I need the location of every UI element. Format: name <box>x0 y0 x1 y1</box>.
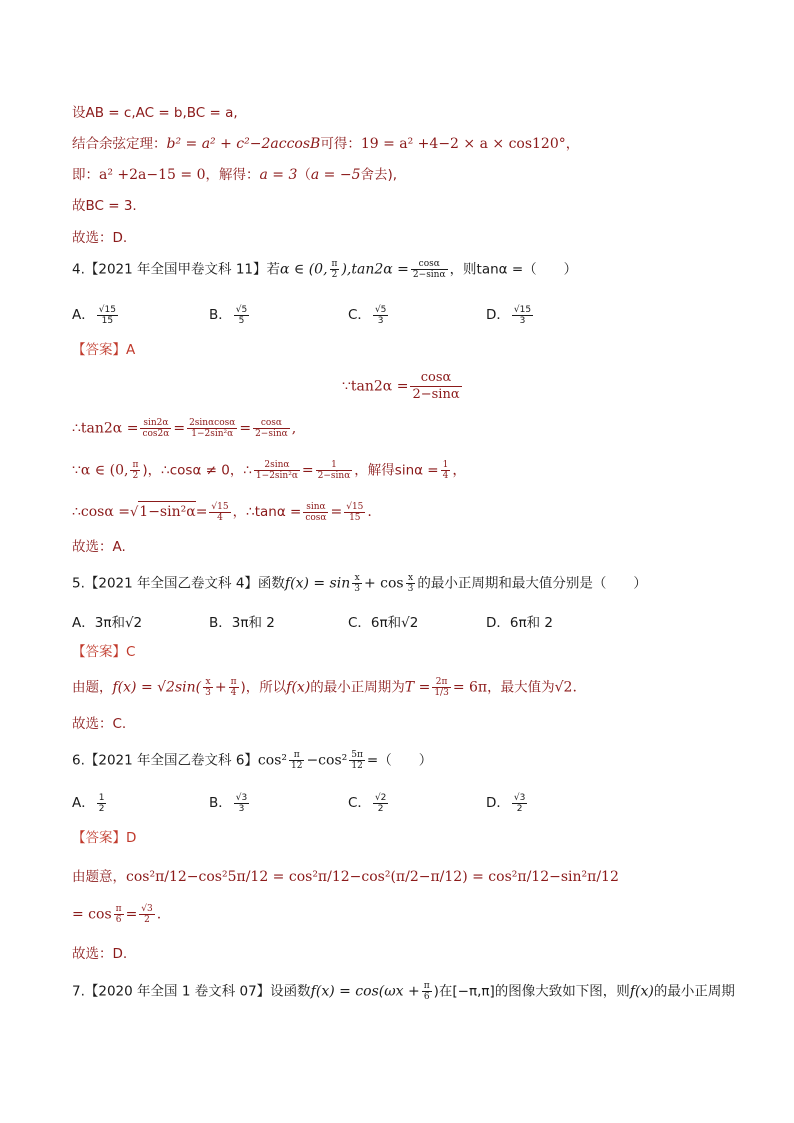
formula: α ∈ (0, <box>280 261 328 278</box>
question-4-stem <box>72 259 577 280</box>
punctuation: . <box>367 504 372 520</box>
question-5-stem <box>72 573 647 594</box>
prev-solution-choice: 故选：D. <box>72 230 128 246</box>
formula: √2. <box>554 679 577 696</box>
q4-answer <box>72 340 135 360</box>
numerator: √5 <box>374 304 387 315</box>
denominator: 15 <box>349 512 361 523</box>
text: 的最小正周期为 <box>310 679 405 696</box>
q5-answer <box>72 642 135 662</box>
q4-solution-given <box>342 370 464 403</box>
denominator: cosα <box>305 512 327 523</box>
numerator: √3 <box>235 792 248 803</box>
fraction <box>254 460 300 481</box>
denominator: 4 <box>442 471 449 481</box>
option-label: D． <box>486 795 510 811</box>
equals: = <box>239 420 252 437</box>
fraction <box>352 573 362 594</box>
fraction <box>512 305 533 326</box>
q6-solution-step-1 <box>72 867 619 887</box>
numerator: 1 <box>442 460 449 470</box>
text: )，∴cosα ≠ 0，∴ <box>142 462 252 479</box>
answer-tag: 【答案】 <box>72 644 126 660</box>
numerator: cosα <box>253 418 290 429</box>
formula: a = 3 <box>259 167 298 183</box>
numerator: 2π <box>432 677 450 688</box>
q6-option-c[interactable] <box>348 791 390 814</box>
denominator: 3 <box>377 315 384 326</box>
numerator: 2sinα <box>254 460 300 471</box>
numerator: 5π <box>351 750 363 760</box>
text: 即： <box>72 167 99 183</box>
formula: cos² <box>257 752 287 769</box>
text: ，∴tanα = <box>232 504 302 520</box>
q4-solution-step-1 <box>72 418 296 439</box>
fraction <box>410 370 461 403</box>
formula: b² = a² + c²−2accosB <box>166 136 321 152</box>
prev-solution-line-3 <box>72 165 397 185</box>
numerator: x <box>406 573 416 584</box>
option-label: D． <box>486 307 510 323</box>
text: 舍去), <box>360 167 398 183</box>
fraction <box>373 793 388 814</box>
q6-answer <box>72 828 136 848</box>
denominator: 6 <box>115 915 122 925</box>
equals: = <box>195 504 208 520</box>
denominator: 5 <box>238 315 245 326</box>
denominator: 3 <box>519 315 526 326</box>
q6-solution-step-2 <box>72 904 161 925</box>
numerator: π <box>115 904 122 914</box>
q4-option-b[interactable] <box>209 303 251 326</box>
denominator: 2 <box>516 803 523 814</box>
option-label: C． <box>348 307 371 323</box>
fraction <box>229 677 239 698</box>
q5-option-c[interactable]: C．6π和√2 <box>348 615 419 631</box>
q5-solution <box>72 677 577 698</box>
fraction <box>114 904 124 925</box>
text: 的最小正周期 <box>653 983 735 1000</box>
formula: ∵tan2α = <box>342 378 409 395</box>
denominator: 3 <box>205 688 211 698</box>
formula: f(x) = √2sin( <box>112 679 202 696</box>
answer-tag: 【答案】 <box>72 830 126 846</box>
denominator: 2 <box>331 270 338 280</box>
numerator: √3 <box>141 904 153 914</box>
q5-choice: 故选：C. <box>72 716 127 732</box>
question-source: 5.【2021 年全国乙卷文科 4】函数 <box>72 575 285 592</box>
denominator: cos2α <box>142 429 170 439</box>
sqrt-content: 1−sin²α <box>138 501 195 522</box>
formula: a² +2a−15 = 0 <box>99 167 206 183</box>
formula: = cos <box>72 906 112 923</box>
q4-choice: 故选：A. <box>72 539 126 555</box>
plus: + <box>214 679 227 696</box>
numerator: π <box>230 677 237 687</box>
formula: −cos² <box>306 752 348 769</box>
fraction <box>512 793 527 814</box>
punctuation: ， <box>452 462 467 479</box>
denominator: 15 <box>101 315 114 326</box>
numerator: sin2α <box>140 418 171 429</box>
answer-value: D <box>126 830 137 846</box>
denominator: 4 <box>217 512 223 523</box>
option-label: A． <box>72 795 95 811</box>
formula: = 6π <box>452 679 488 696</box>
denominator: 4 <box>230 688 237 698</box>
numerator: π <box>132 460 139 470</box>
punctuation: . <box>156 906 162 923</box>
formula: + cos <box>363 575 404 592</box>
formula: ∴cosα = <box>72 504 130 520</box>
formula: ∵α ∈ (0, <box>72 462 129 479</box>
formula: 19 = a² +4−2 × a × cos120° <box>360 136 566 152</box>
formula: f(x) <box>286 679 311 696</box>
option-label: C． <box>348 795 371 811</box>
fraction <box>234 305 249 326</box>
fraction <box>316 460 353 481</box>
text: 可得： <box>320 136 361 152</box>
fraction <box>411 259 448 280</box>
numerator: 1 <box>316 460 353 471</box>
formula: f(x) <box>629 983 654 1000</box>
fraction <box>349 750 365 771</box>
fraction <box>406 573 416 594</box>
equals: = <box>301 462 314 479</box>
text: )，所以 <box>240 679 287 696</box>
q6-option-d[interactable] <box>486 791 529 814</box>
numerator: 1 <box>98 792 105 803</box>
fraction <box>234 793 249 814</box>
text: )在[−π,π]的图像大致如下图，则 <box>433 983 630 1000</box>
denominator: 2 <box>377 803 384 814</box>
fraction <box>203 677 213 698</box>
numerator: √15 <box>346 501 364 512</box>
text: 设AB = c,AC = b,BC = a, <box>72 105 238 121</box>
fraction <box>303 502 328 523</box>
equals: = <box>173 420 186 437</box>
answer-value: C <box>126 644 136 660</box>
text: 结合余弦定理： <box>72 136 167 152</box>
prev-solution-line-1 <box>72 103 238 123</box>
denominator: 2−sinα <box>317 471 351 481</box>
punctuation: , <box>291 420 297 437</box>
text: ，最大值为 <box>487 679 555 696</box>
formula: ),tan2α = <box>341 261 409 278</box>
denominator: 12 <box>291 761 303 771</box>
answer-tag: 【答案】 <box>72 342 126 358</box>
denominator: 2 <box>98 803 105 814</box>
q4-option-c[interactable] <box>348 303 390 326</box>
numerator: π <box>423 981 430 991</box>
numerator: 2sinαcosα <box>189 418 236 428</box>
formula: cos²π/12−cos²5π/12 = cos²π/12−cos²(π/2−π/12) = cos²π/12−sin²π/12 <box>126 869 619 885</box>
option-label: B． <box>209 795 232 811</box>
prev-solution-line-2 <box>72 134 579 154</box>
numerator: √15 <box>98 304 116 315</box>
question-source: 6.【2021 年全国乙卷文科 6】 <box>72 752 258 769</box>
q6-option-b[interactable] <box>209 791 251 814</box>
q4-solution-step-3 <box>72 501 372 523</box>
fraction <box>344 502 365 523</box>
answer-value: A <box>126 342 136 358</box>
denominator: 3 <box>407 584 414 594</box>
q4-solution-step-2 <box>72 460 466 481</box>
text: 由题意， <box>72 869 126 885</box>
denominator: 2 <box>144 915 150 925</box>
fraction <box>139 904 154 925</box>
numerator: x <box>352 573 362 584</box>
numerator: π <box>331 259 338 269</box>
formula: f(x) = cos(ωx + <box>310 983 420 1000</box>
formula: T = <box>404 679 431 696</box>
fraction <box>422 981 432 1002</box>
q4-option-d[interactable] <box>486 303 535 326</box>
denominator: 1/3 <box>434 688 449 698</box>
text: ，解得： <box>205 167 260 183</box>
numerator: √2 <box>374 792 387 803</box>
fraction <box>187 418 237 439</box>
fraction <box>373 305 388 326</box>
fraction <box>253 418 290 439</box>
numerator: cosα <box>410 370 461 387</box>
question-6-stem <box>72 750 432 771</box>
text: =（ ） <box>366 752 433 769</box>
text: 的最小正周期和最大值分别是（ ） <box>417 575 647 592</box>
text: 由题， <box>72 679 113 696</box>
numerator: √15 <box>211 501 229 512</box>
numerator: √3 <box>513 792 526 803</box>
formula: f(x) = sin <box>284 575 351 592</box>
question-7-stem <box>72 981 735 1002</box>
numerator: π <box>289 750 304 761</box>
equals: = <box>330 504 343 520</box>
formula: a = −5 <box>310 167 361 183</box>
numerator: cosα <box>411 259 448 270</box>
fraction <box>289 750 304 771</box>
numerator: √15 <box>513 304 532 315</box>
fraction <box>130 460 140 481</box>
denominator: 2 <box>132 471 139 481</box>
q5-option-b[interactable]: B．3π和 2 <box>209 615 275 631</box>
denominator: 1−2sin²α <box>191 429 234 439</box>
text: ，则tanα =（ ） <box>449 261 578 278</box>
question-source: 7.【2020 年全国 1 卷文科 07】设函数 <box>72 983 311 1000</box>
denominator: 3 <box>354 584 360 594</box>
denominator: 6 <box>423 992 430 1002</box>
formula: ∴tan2α = <box>72 420 139 437</box>
denominator: 2−sinα <box>412 387 460 402</box>
q4-option-a[interactable] <box>72 303 120 326</box>
question-source: 4.【2021 年全国甲卷文科 11】若 <box>72 261 280 278</box>
denominator: 3 <box>238 803 245 814</box>
denominator: 2−sinα <box>255 429 288 439</box>
denominator: 12 <box>351 761 363 771</box>
prev-solution-line-4: 故BC = 3. <box>72 198 137 214</box>
text: （ <box>297 167 311 183</box>
fraction <box>97 305 118 326</box>
q5-option-a[interactable]: A．3π和√2 <box>72 615 143 631</box>
fraction <box>432 677 450 698</box>
fraction <box>97 793 107 814</box>
q5-option-d[interactable]: D．6π和 2 <box>486 615 553 631</box>
equals: = <box>125 906 138 923</box>
text: ，解得sinα = <box>354 462 439 479</box>
fraction <box>209 502 230 523</box>
numerator: sinα <box>303 502 328 513</box>
fraction <box>140 418 171 439</box>
q6-option-a[interactable] <box>72 791 108 814</box>
fraction <box>441 460 451 481</box>
text: ， <box>565 136 580 152</box>
fraction <box>330 259 340 280</box>
denominator: 2−sinα <box>412 270 446 280</box>
option-label: A． <box>72 307 95 323</box>
sqrt-sign: √ <box>130 505 139 520</box>
numerator: x <box>203 677 213 688</box>
option-label: B． <box>209 307 232 323</box>
q6-choice: 故选：D. <box>72 946 128 962</box>
numerator: √5 <box>235 304 248 315</box>
denominator: 1−2sin²α <box>255 471 298 481</box>
